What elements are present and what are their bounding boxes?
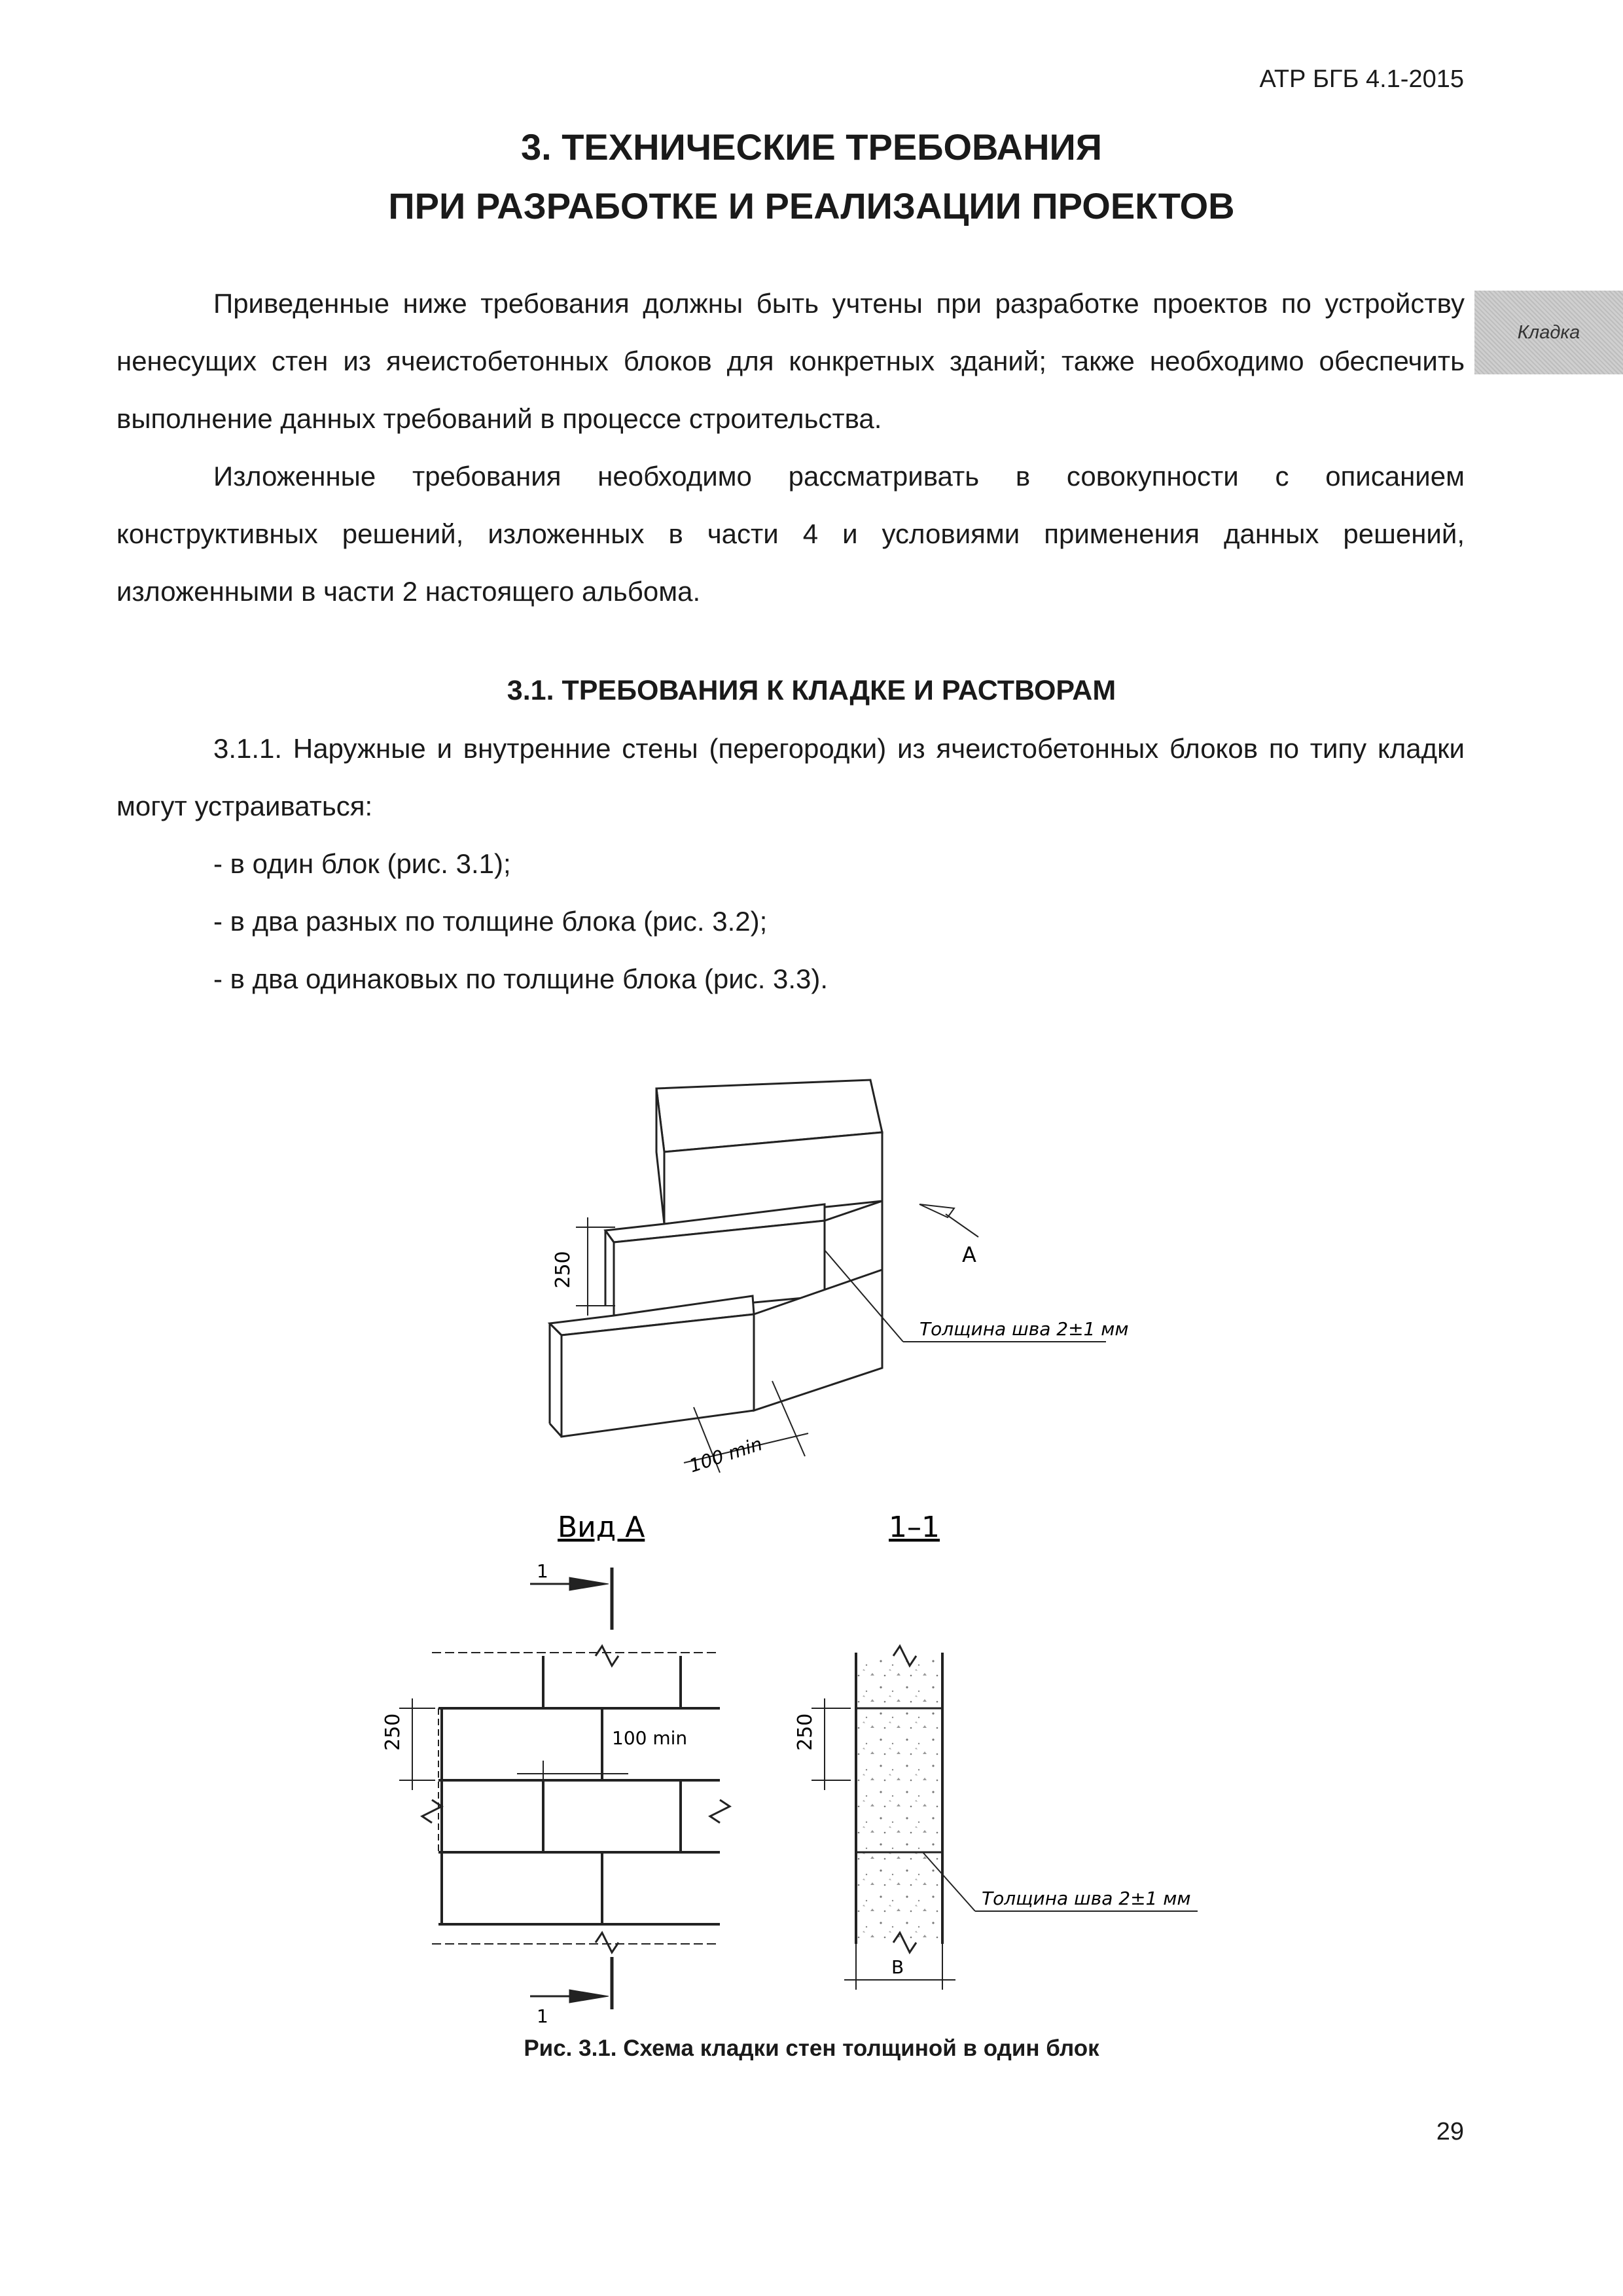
paragraph-1-text: Приведенные ниже требования должны быть учтены при разработке проектов по устройству ненесущих стен из ячеистобетонных блоков для конкретных зданий; также необходимо обеспечить выполнение данных требований в процессе строительства.	[116, 288, 1465, 434]
side-tab-label: Кладка	[1517, 321, 1580, 343]
list-item: - в два одинаковых по толщине блока (рис. 3.3).	[213, 963, 829, 994]
section-1-1-title: 1–1	[889, 1511, 940, 1544]
masonry-types-list	[213, 835, 828, 1008]
section-dim-250: 250	[794, 1713, 817, 1751]
paragraph-1	[116, 275, 1465, 448]
view-a-dim-250: 250	[382, 1713, 404, 1751]
cut-mark-top: 1	[537, 1560, 548, 1582]
page-number: 29	[1436, 2118, 1464, 2145]
view-a-dim-100min: 100 min	[612, 1727, 688, 1749]
list-item: - в один блок (рис. 3.1);	[213, 848, 511, 879]
view-a-arrow-label: А	[962, 1242, 976, 1267]
document-code: АТР БГБ 4.1-2015	[1259, 65, 1464, 93]
chapter-title-line2: ПРИ РАЗРАБОТКЕ И РЕАЛИЗАЦИИ ПРОЕКТОВ	[388, 185, 1235, 226]
cut-mark-bottom: 1	[537, 2005, 548, 2027]
side-tab	[1474, 291, 1623, 374]
iso-dim-250: 250	[552, 1251, 575, 1289]
bottom-block-face-front	[562, 1314, 754, 1437]
paragraph-3-text: 3.1.1. Наружные и внутренние стены (перегородки) из ячеистобетонных блоков по типу кладки могут устраиваться:	[116, 733, 1465, 821]
paragraph-2-text: Изложенные требования необходимо рассматривать в совокупности с описанием конструктивных решений, изложенных в части 4 и условиями применения данных решений, изложенными в части 2 настоящего альбома.	[116, 461, 1465, 607]
paragraph-3	[116, 720, 1465, 835]
view-a-elevation	[399, 1568, 730, 2009]
chapter-title	[0, 118, 1623, 236]
paragraph-2	[116, 448, 1465, 620]
figure-3-1	[353, 1080, 1270, 2027]
section-1-1-drawing	[812, 1646, 1198, 1990]
figure-caption: Рис. 3.1. Схема кладки стен толщиной в один блок	[524, 2036, 1099, 2061]
iso-dim-100min: 100 min	[687, 1433, 765, 1477]
section-title: 3.1. ТРЕБОВАНИЯ К КЛАДКЕ И РАСТВОРАМ	[507, 675, 1116, 706]
section-joint-label: Толщина шва 2±1 мм	[982, 1888, 1191, 1909]
list-item: - в два разных по толщине блока (рис. 3.2);	[213, 906, 768, 937]
view-a-title: Вид А	[558, 1511, 645, 1544]
iso-joint-label: Толщина шва 2±1 мм	[919, 1318, 1129, 1340]
section-dim-b: В	[891, 1956, 904, 1978]
chapter-title-line1: 3. ТЕХНИЧЕСКИЕ ТРЕБОВАНИЯ	[520, 126, 1103, 168]
